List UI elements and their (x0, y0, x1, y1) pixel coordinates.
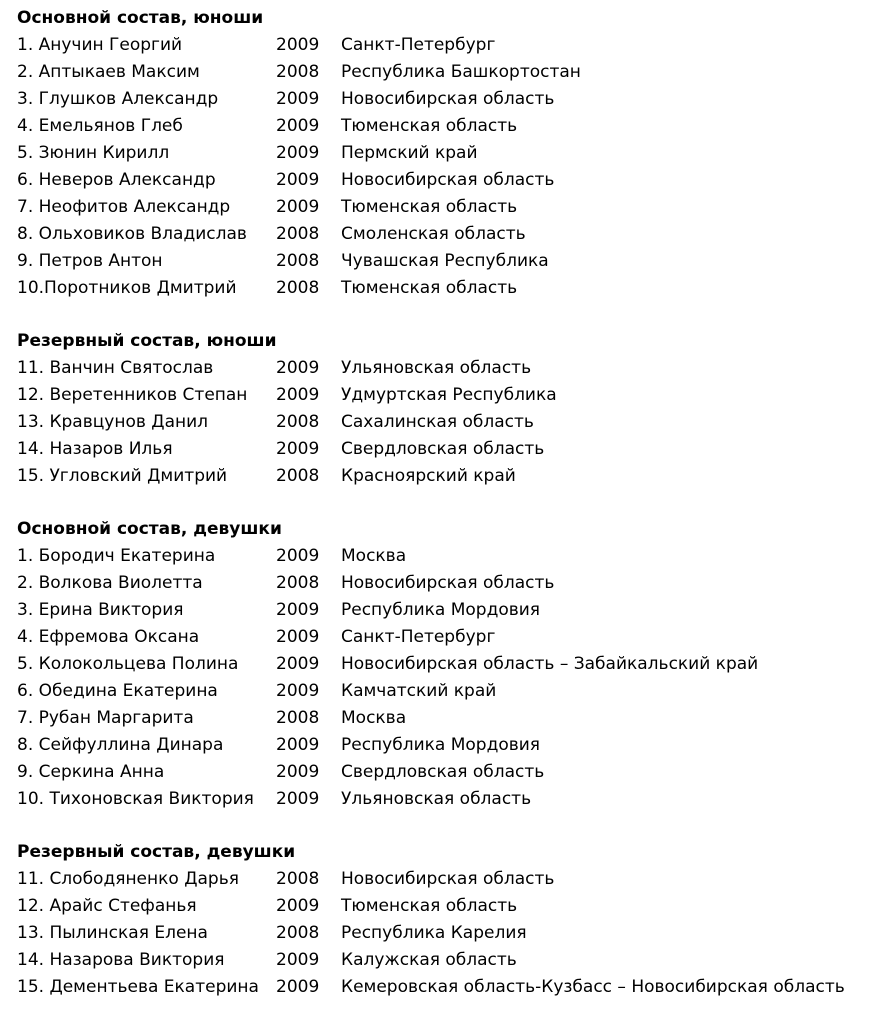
birth-year: 2009 (276, 896, 320, 916)
roster-row (17, 974, 881, 1001)
region: Сахалинская область (341, 412, 534, 432)
athlete-name: 7. Рубан Маргарита (17, 708, 194, 728)
birth-year: 2009 (276, 143, 320, 163)
athlete-name: 2. Волкова Виолетта (17, 573, 203, 593)
birth-year: 2009 (276, 546, 320, 566)
birth-year: 2009 (276, 170, 320, 190)
roster-row (17, 382, 881, 409)
athlete-name: 1. Анучин Георгий (17, 35, 183, 55)
athlete-name: 15. Дементьева Екатерина (17, 977, 259, 997)
region: Тюменская область (341, 197, 518, 217)
athlete-name: 9. Петров Антон (17, 251, 163, 271)
region: Новосибирская область (341, 573, 555, 593)
region: Камчатский край (341, 681, 497, 701)
athlete-name: 14. Назарова Виктория (17, 950, 225, 970)
region: Санкт-Петербург (341, 627, 496, 647)
section-reserve-boys (17, 328, 881, 490)
region: Республика Мордовия (341, 600, 541, 620)
region: Чувашская Республика (341, 251, 549, 271)
athlete-name: 13. Кравцунов Данил (17, 412, 209, 432)
athlete-name: 13. Пылинская Елена (17, 923, 208, 943)
birth-year: 2009 (276, 439, 320, 459)
roster-row (17, 32, 881, 59)
region: Новосибирская область (341, 170, 555, 190)
athlete-name: 2. Аптыкаев Максим (17, 62, 200, 82)
region: Новосибирская область (341, 89, 555, 109)
region: Республика Башкортостан (341, 62, 581, 82)
birth-year: 2008 (276, 708, 320, 728)
birth-year: 2008 (276, 923, 320, 943)
athlete-name: 3. Глушков Александр (17, 89, 219, 109)
roster-row (17, 786, 881, 813)
region: Республика Мордовия (341, 735, 541, 755)
athlete-name: 12. Веретенников Степан (17, 385, 248, 405)
region: Свердловская область (341, 439, 545, 459)
birth-year: 2009 (276, 197, 320, 217)
birth-year: 2008 (276, 278, 320, 298)
birth-year: 2008 (276, 869, 320, 889)
athlete-name: 10.Поротников Дмитрий (17, 278, 237, 298)
roster-row (17, 651, 881, 678)
roster-row (17, 409, 881, 436)
region: Ульяновская область (341, 358, 532, 378)
birth-year: 2009 (276, 89, 320, 109)
roster-row (17, 866, 881, 893)
roster-row (17, 194, 881, 221)
birth-year: 2009 (276, 789, 320, 809)
region: Новосибирская область (341, 869, 555, 889)
athlete-name: 5. Колокольцева Полина (17, 654, 239, 674)
section-reserve-girls (17, 839, 881, 1001)
birth-year: 2009 (276, 385, 320, 405)
region: Новосибирская область – Забайкальский край (341, 654, 759, 674)
birth-year: 2008 (276, 62, 320, 82)
athlete-name: 11. Ванчин Святослав (17, 358, 214, 378)
region: Свердловская область (341, 762, 545, 782)
roster-row (17, 947, 881, 974)
athlete-name: 6. Обедина Екатерина (17, 681, 218, 701)
roster-row (17, 570, 881, 597)
birth-year: 2008 (276, 573, 320, 593)
athlete-name: 5. Зюнин Кирилл (17, 143, 170, 163)
athlete-name: 4. Емельянов Глеб (17, 116, 183, 136)
athlete-name: 11. Слободяненко Дарья (17, 869, 239, 889)
roster-row (17, 678, 881, 705)
region: Кемеровская область-Кузбасс – Новосибирская область (341, 977, 845, 997)
region: Калужская область (341, 950, 517, 970)
roster-row (17, 59, 881, 86)
birth-year: 2009 (276, 950, 320, 970)
roster-row (17, 463, 881, 490)
section-title: Резервный состав, юноши (17, 331, 277, 351)
birth-year: 2009 (276, 735, 320, 755)
roster-row (17, 759, 881, 786)
athlete-name: 6. Неверов Александр (17, 170, 216, 190)
region: Москва (341, 546, 407, 566)
region: Пермский край (341, 143, 478, 163)
roster-row (17, 597, 881, 624)
athlete-name: 15. Угловский Дмитрий (17, 466, 228, 486)
birth-year: 2009 (276, 977, 320, 997)
roster-row (17, 893, 881, 920)
region: Тюменская область (341, 278, 518, 298)
roster-row (17, 140, 881, 167)
roster-row (17, 355, 881, 382)
birth-year: 2009 (276, 627, 320, 647)
section-main-boys (17, 5, 881, 302)
athlete-name: 9. Серкина Анна (17, 762, 165, 782)
birth-year: 2009 (276, 35, 320, 55)
roster-row (17, 86, 881, 113)
birth-year: 2008 (276, 412, 320, 432)
region: Москва (341, 708, 407, 728)
birth-year: 2009 (276, 116, 320, 136)
region: Республика Карелия (341, 923, 527, 943)
roster-row (17, 624, 881, 651)
roster-row (17, 732, 881, 759)
athlete-name: 8. Сейфуллина Динара (17, 735, 224, 755)
birth-year: 2008 (276, 466, 320, 486)
roster-row (17, 221, 881, 248)
roster-row (17, 167, 881, 194)
section-title: Основной состав, девушки (17, 519, 282, 539)
athlete-name: 1. Бородич Екатерина (17, 546, 216, 566)
region: Ульяновская область (341, 789, 532, 809)
region: Тюменская область (341, 116, 518, 136)
birth-year: 2009 (276, 358, 320, 378)
region: Тюменская область (341, 896, 518, 916)
athlete-name: 10. Тихоновская Виктория (17, 789, 254, 809)
roster-row (17, 113, 881, 140)
region: Удмуртская Республика (341, 385, 557, 405)
birth-year: 2009 (276, 600, 320, 620)
birth-year: 2009 (276, 654, 320, 674)
athlete-name: 3. Ерина Виктория (17, 600, 184, 620)
birth-year: 2009 (276, 762, 320, 782)
roster-row (17, 920, 881, 947)
roster-row (17, 248, 881, 275)
region: Санкт-Петербург (341, 35, 496, 55)
roster-row (17, 705, 881, 732)
region: Красноярский край (341, 466, 516, 486)
athlete-name: 12. Арайс Стефанья (17, 896, 197, 916)
athlete-name: 8. Ольховиков Владислав (17, 224, 247, 244)
athlete-name: 4. Ефремова Оксана (17, 627, 200, 647)
birth-year: 2008 (276, 251, 320, 271)
region: Смоленская область (341, 224, 526, 244)
athlete-name: 7. Неофитов Александр (17, 197, 231, 217)
birth-year: 2009 (276, 681, 320, 701)
section-title: Резервный состав, девушки (17, 842, 296, 862)
roster-row (17, 543, 881, 570)
section-main-girls (17, 516, 881, 813)
roster-row (17, 436, 881, 463)
section-title: Основной состав, юноши (17, 8, 264, 28)
birth-year: 2008 (276, 224, 320, 244)
athlete-name: 14. Назаров Илья (17, 439, 173, 459)
roster-row (17, 275, 881, 302)
